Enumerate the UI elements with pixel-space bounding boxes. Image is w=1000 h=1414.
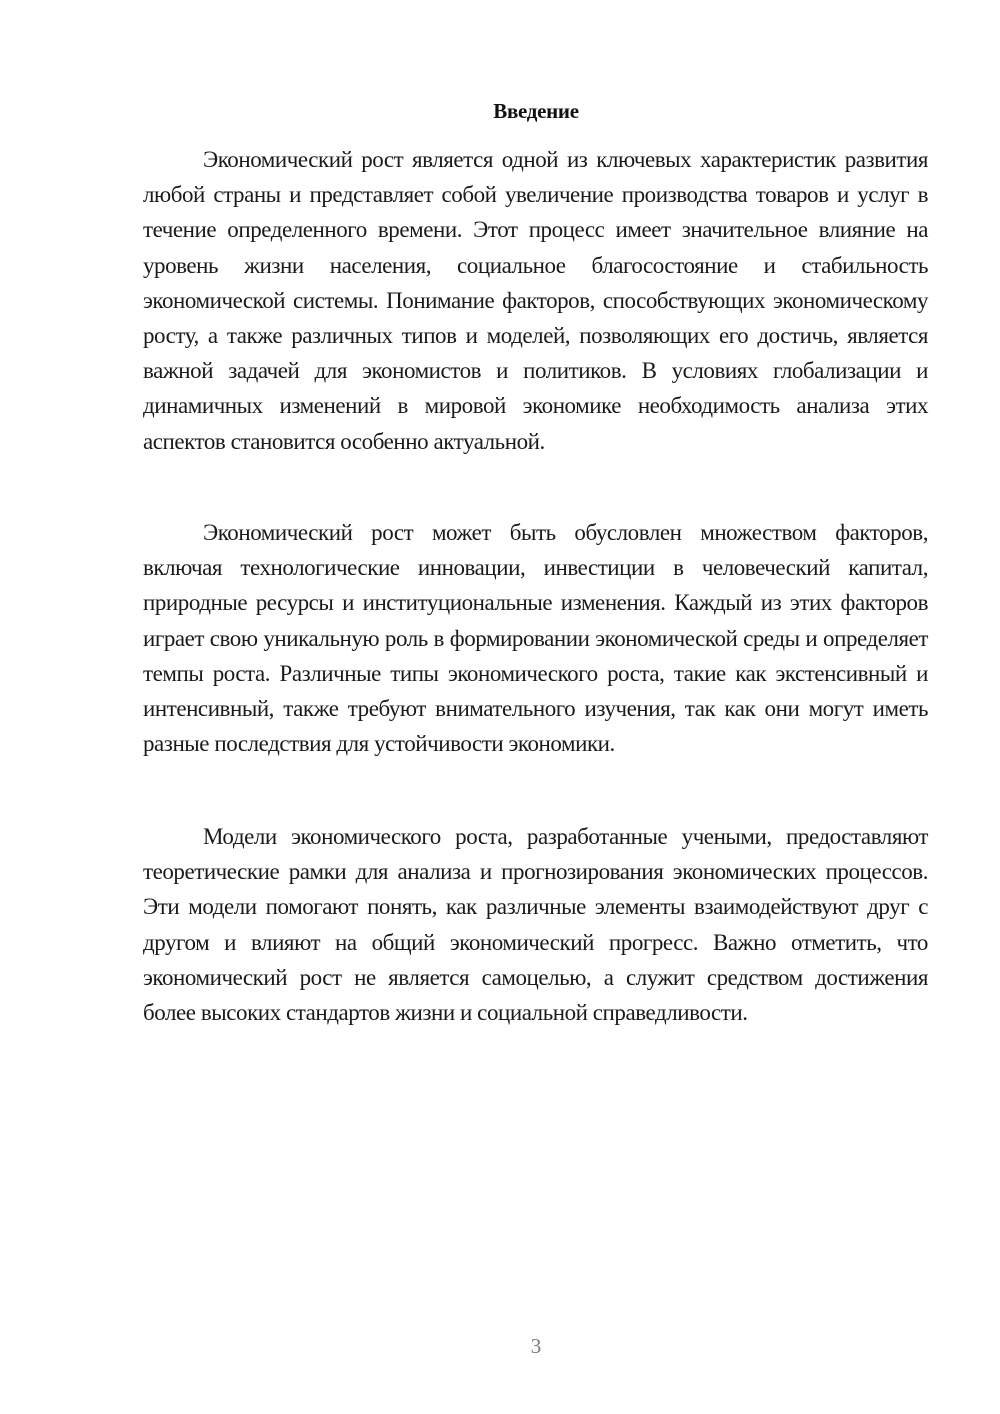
paragraph-1: Экономический рост является одной из ключевых характеристик развития любой страны и представляет собой увеличение производства товаров и услуг в течение определенного времени. Этот процесс имеет значительное влияние на уровень жизни населения, социальное благосостояние и стабильность экономической системы. Понимание факторов, способствующих экономическому росту, а также различных типов и моделей, позволяющих его достичь, является важной задачей для экономистов и политиков. В условиях глобализации и динамичных изменений в мировой экономике необходимость анализа этих аспектов становится особенно актуальной. [143,147,928,454]
page-number: 3 [530,1334,542,1358]
section-heading: Введение [493,99,579,123]
paragraph-3: Модели экономического роста, разработанные учеными, предоставляют теоретические рамки для анализа и прогнозирования экономических процессов. Эти модели помогают понять, как различные элементы взаимодействуют друг с другом и влияют на общий экономический прогресс. Важно отметить, что экономический рост не является самоцелью, а служит средством достижения более высоких стандартов жизни и социальной справедливости. [143,824,928,1026]
paragraph-2: Экономический рост может быть обусловлен множеством факторов, включая технологические инновации, инвестиции в человеческий капитал, природные ресурсы и институциональные изменения. Каждый из этих факторов играет свою уникальную роль в формировании экономической среды и определяет темпы роста. Различные типы экономического роста, такие как экстенсивный и интенсивный, также требуют внимательного изучения, так как они могут иметь разные последствия для устойчивости экономики. [143,520,928,757]
